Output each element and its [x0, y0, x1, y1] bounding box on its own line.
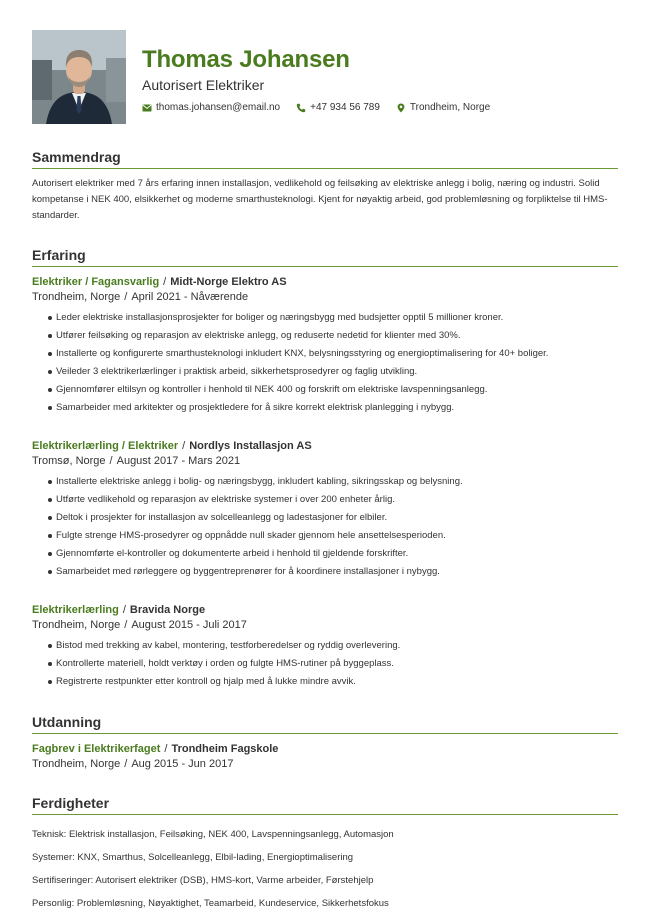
- bullet-item: Utførte vedlikehold og reparasjon av elektriske systemer i over 200 enheter årlig.: [48, 491, 618, 509]
- resume-header: [32, 30, 618, 126]
- separator: /: [164, 743, 168, 755]
- job-role: Elektrikerlærling / Elektriker: [32, 440, 179, 452]
- candidate-title: Autorisert Elektriker: [142, 77, 265, 93]
- bullet-item: Gjennomfører eltilsyn og kontroller i henhold til NEK 400 og forskrift om elektriske lavspenningsanlegg.: [48, 381, 618, 399]
- separator: /: [124, 291, 128, 303]
- skills-heading: Ferdigheter: [32, 794, 618, 815]
- bullet-item: Gjennomførte el-kontroller og dokumenterte arbeid i henhold til gjeldende forskrifter.: [48, 545, 618, 563]
- separator: /: [163, 276, 167, 288]
- job-bullets: [32, 309, 618, 417]
- bullet-item: Deltok i prosjekter for installasjon av solcelleanlegg og ladestasjoner for elbiler.: [48, 509, 618, 527]
- bullet-item: Utfører feilsøking og reparasjon av elektriske anlegg, og reduserte nedetid for klienter med 30%.: [48, 327, 618, 345]
- job-period: August 2017 - Mars 2021: [116, 455, 241, 467]
- job-meta: [32, 454, 618, 469]
- job-location: Trondheim, Norge: [32, 619, 121, 631]
- envelope-icon: [142, 103, 152, 113]
- separator: /: [124, 619, 128, 631]
- separator: /: [182, 440, 186, 452]
- bullet-item: Leder elektriske installasjonsprosjekter for boliger og næringsbygg med budsjetter opptil 5 millioner kroner.: [48, 309, 618, 327]
- contact-phone[interactable]: [296, 102, 380, 113]
- summary-section: [32, 148, 618, 224]
- bullet-item: Veileder 3 elektrikerlærlinger i praktisk arbeid, sikkerhetsprosedyrer og faglig utvikling.: [48, 363, 618, 381]
- separator: /: [124, 758, 128, 770]
- experience-heading: Erfaring: [32, 246, 618, 267]
- map-pin-icon: [396, 103, 406, 113]
- job-meta: [32, 290, 618, 305]
- job-period: April 2021 - Nåværende: [131, 291, 249, 303]
- separator: /: [122, 604, 126, 616]
- job-entry: [32, 275, 618, 417]
- job-meta: [32, 618, 618, 633]
- candidate-name: Thomas Johansen: [142, 46, 350, 73]
- job-header: [32, 439, 618, 453]
- summary-text: Autorisert elektriker med 7 års erfaring innen installasjon, vedlikehold og feilsøking av elektriske anlegg i bolig, næring og industri. Solid kompetanse i NEK 400, elsikkerhet og moderne smarthusteknologi. Kjent for nøyaktig arbeid, god problemløsning og forpliktelse til HMS-standarder.: [32, 178, 608, 221]
- school-name: Trondheim Fagskole: [171, 743, 279, 755]
- job-company: Bravida Norge: [129, 604, 206, 616]
- bullet-item: Kontrollerte materiell, holdt verktøy i orden og fulgte HMS-rutiner på byggeplass.: [48, 655, 618, 673]
- job-location: Trondheim, Norge: [32, 291, 121, 303]
- phone-text: +47 934 56 789: [310, 102, 380, 113]
- job-role: Elektriker / Fagansvarlig: [32, 276, 160, 288]
- education-section: [32, 713, 618, 772]
- contact-email[interactable]: [142, 102, 280, 113]
- job-company: Midt-Norge Elektro AS: [170, 276, 287, 288]
- email-text: thomas.johansen@email.no: [156, 102, 281, 113]
- skill-line: Systemer: KNX, Smarthus, Solcelleanlegg, Elbil-lading, Energioptimalisering: [32, 852, 354, 863]
- summary-heading: Sammendrag: [32, 148, 618, 169]
- job-entry: [32, 603, 618, 691]
- education-heading: Utdanning: [32, 713, 618, 734]
- bullet-item: Installerte og konfigurerte smarthusteknologi inkludert KNX, belysningsstyring og energioptimalisering for 40+ boliger.: [48, 345, 618, 363]
- job-location: Tromsø, Norge: [32, 455, 106, 467]
- avatar: [32, 30, 126, 124]
- degree-name: Fagbrev i Elektrikerfaget: [32, 743, 161, 755]
- bullet-item: Installerte elektriske anlegg i bolig- og næringsbygg, inkludert kabling, sikringsskap og belysning.: [48, 473, 618, 491]
- job-header: [32, 603, 618, 617]
- skill-line: Personlig: Problemløsning, Nøyaktighet, Teamarbeid, Kundeservice, Sikkerhetsfokus: [32, 898, 389, 909]
- experience-section: [32, 246, 618, 691]
- job-role: Elektrikerlærling: [32, 604, 119, 616]
- education-meta: [32, 757, 618, 772]
- education-period: Aug 2015 - Jun 2017: [131, 758, 234, 770]
- job-entry: [32, 439, 618, 581]
- skills-section: [32, 794, 618, 915]
- phone-icon: [296, 103, 306, 113]
- job-company: Nordlys Installasjon AS: [189, 440, 312, 452]
- job-header: [32, 275, 618, 289]
- skill-line: Teknisk: Elektrisk installasjon, Feilsøking, NEK 400, Lavspenningsanlegg, Automasjon: [32, 829, 394, 840]
- education-entry: [32, 742, 618, 772]
- contact-location: [396, 102, 490, 113]
- separator: /: [109, 455, 113, 467]
- header-text: [142, 30, 506, 113]
- bullet-item: Samarbeider med arkitekter og prosjektledere for å sikre korrekt elektrisk planlegging i nybygg.: [48, 399, 618, 417]
- job-bullets: [32, 637, 618, 691]
- education-header: [32, 742, 618, 756]
- bullet-item: Fulgte strenge HMS-prosedyrer og oppnådde null skader gjennom hele ansettelsesperioden.: [48, 527, 618, 545]
- education-location: Trondheim, Norge: [32, 758, 121, 770]
- bullet-item: Bistod med trekking av kabel, montering, testforberedelser og ryddig overlevering.: [48, 637, 618, 655]
- location-text: Trondheim, Norge: [409, 102, 491, 113]
- profile-photo: [32, 30, 126, 124]
- job-bullets: [32, 473, 618, 581]
- job-period: August 2015 - Juli 2017: [131, 619, 247, 631]
- bullet-item: Registrerte restpunkter etter kontroll og hjalp med å lukke mindre avvik.: [48, 673, 618, 691]
- bullet-item: Samarbeidet med rørleggere og byggentreprenører for å koordinere installasjoner i nybygg.: [48, 563, 618, 581]
- skills-list: [32, 823, 618, 915]
- contact-row: [142, 102, 506, 113]
- skill-line: Sertifiseringer: Autorisert elektriker (DSB), HMS-kort, Varme arbeider, Førstehjelp: [32, 875, 374, 886]
